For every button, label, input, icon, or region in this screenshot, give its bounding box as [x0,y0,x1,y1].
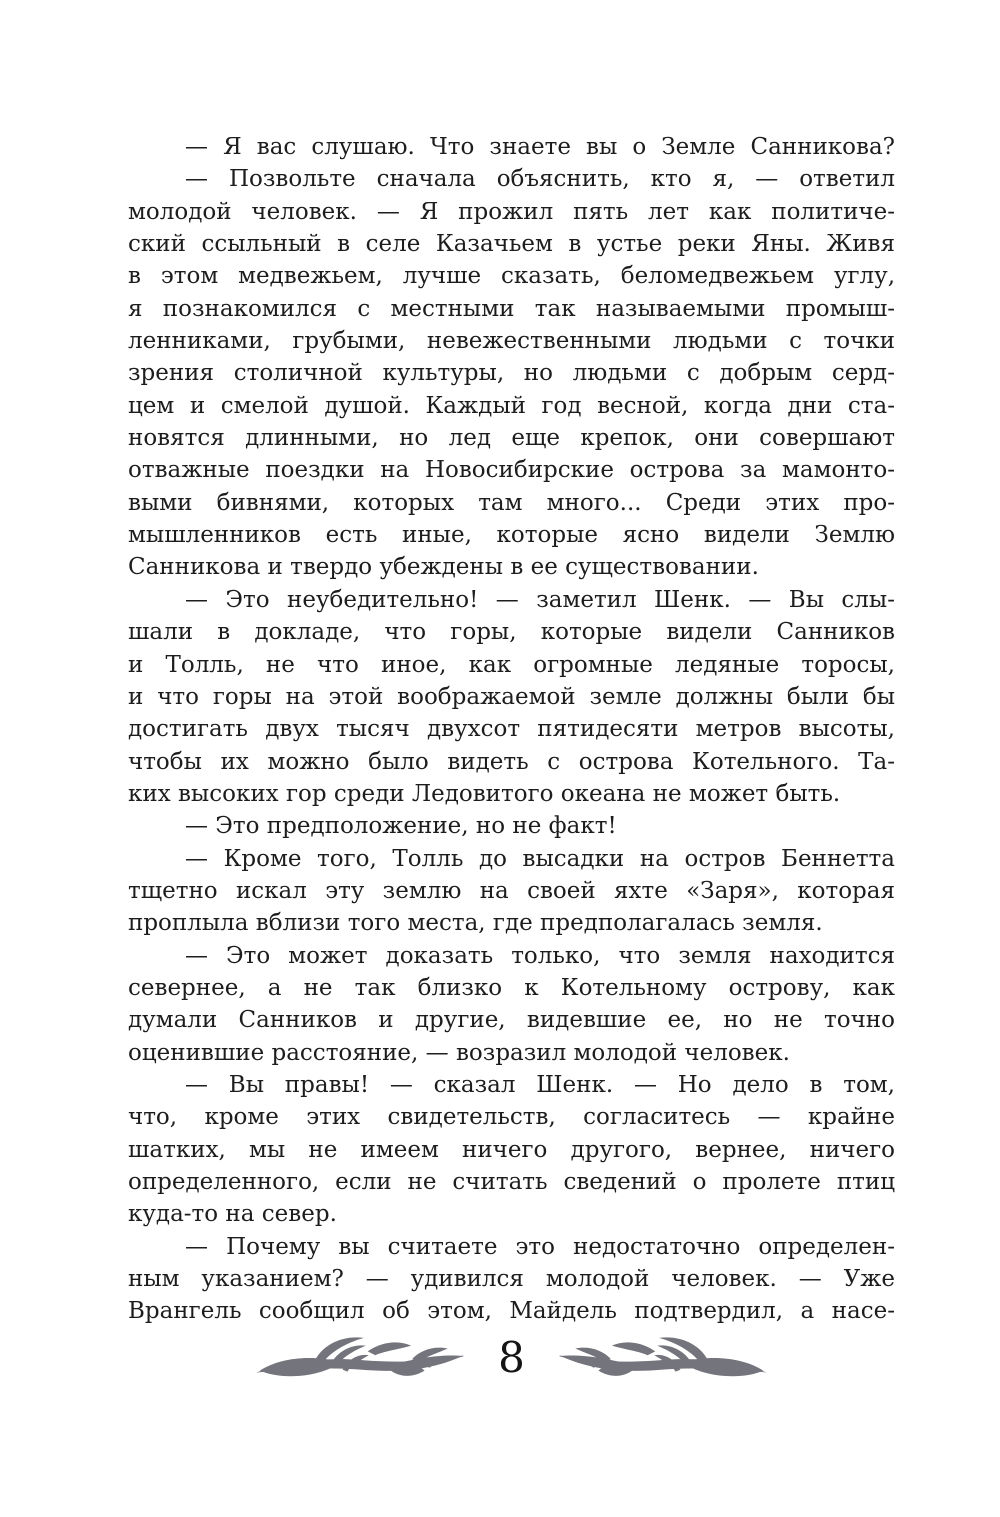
text-line: мышленников есть иные, которые ясно видели Землю [128,522,895,549]
text-line: — Почему вы считаете это недостаточно определен- [185,1233,895,1260]
text-line: чтобы их можно было видеть с острова Котельного. Та- [128,748,895,775]
text-line: — Это может доказать только, что земля находится [185,942,895,969]
text-line: ких высоких гор среди Ледовитого океана не может быть. [128,780,841,807]
flourish-swirl-icon [254,1329,466,1395]
text-line: цем и смелой душой. Каждый год весной, когда дни ста- [128,392,895,419]
paragraph [128,843,895,940]
paragraph [128,940,895,1069]
text-line: определенного, если не считать сведений о пролете птиц [128,1169,895,1195]
text-line: ным указанием? — удивился молодой человек. — Уже [128,1266,895,1293]
text-line: ленниками, грубыми, невежественными людьми с точки [128,328,895,355]
text-line: Врангель сообщил об этом, Майдель подтвердил, а насе- [128,1298,895,1325]
page-text [128,131,895,1328]
text-line: севернее, а не так близко к Котельному острову, как [128,974,895,1001]
text-line: тщетно искал эту землю на своей яхте «Заря», которая [128,877,895,904]
text-line: куда-то на север. [128,1201,337,1228]
paragraph [128,163,895,583]
text-line: новятся длинными, но лед еще крепок, они совершают [128,425,895,452]
paragraph [128,1069,895,1231]
paragraph [128,810,895,842]
text-line: — Кроме того, Толль до высадки на остров Беннетта [185,845,895,872]
text-line: молодой человек. — Я прожил пять лет как политиче- [128,198,895,225]
text-line: — Вы правы! — сказал Шенк. — Но дело в том, [185,1071,895,1098]
text-line: я познакомился с местными так называемыми промыш- [128,295,895,322]
text-line: и что горы на этой воображаемой земле должны были бы [128,683,895,710]
text-line: выми бивнями, которых там много... Среди этих про- [128,489,895,516]
text-line: и Толль, не что иное, как огромные ледяные торосы, [128,651,895,678]
text-line: — Я вас слушаю. Что знаете вы о Земле Санникова? [185,134,895,160]
text-line: — Это неубедительно! — заметил Шенк. — Вы слы- [185,586,895,613]
text-line: в этом медвежьем, лучше сказать, беломедвежьем углу, [128,263,895,290]
flourish-swirl-icon [557,1329,769,1395]
text-line: достигать двух тысяч двухсот пятидесяти метров высоты, [128,716,895,743]
text-line: — Позвольте сначала объяснить, кто я, — ответил [185,166,895,193]
text-line: — Это предположение, но не факт! [185,813,617,840]
text-line: оценившие расстояние, — возразил молодой человек. [128,1039,790,1066]
text-line: шатких, мы не имеем ничего другого, вернее, ничего [128,1136,895,1163]
paragraph [128,131,895,163]
text-line: ский ссыльный в селе Казачьем в устье реки Яны. Живя [128,231,895,258]
text-line: отважные поездки на Новосибирские острова за мамонто- [128,457,895,484]
text-line: зрения столичной культуры, но людьми с добрым серд- [128,360,895,387]
text-line: Санникова и твердо убеждены в ее существовании. [128,554,759,581]
text-line: что, кроме этих свидетельств, согласитесь — крайне [128,1104,895,1131]
paragraph [128,584,895,810]
page-number: 8 [498,1333,525,1382]
paragraph [128,1231,895,1328]
text-line: думали Санников и другие, видевшие ее, но не точно [128,1007,895,1034]
page-footer [128,1322,895,1402]
text-line: шали в докладе, что горы, которые видели Санников [128,619,895,646]
text-line: проплыла вблизи того места, где предполагалась земля. [128,910,823,937]
